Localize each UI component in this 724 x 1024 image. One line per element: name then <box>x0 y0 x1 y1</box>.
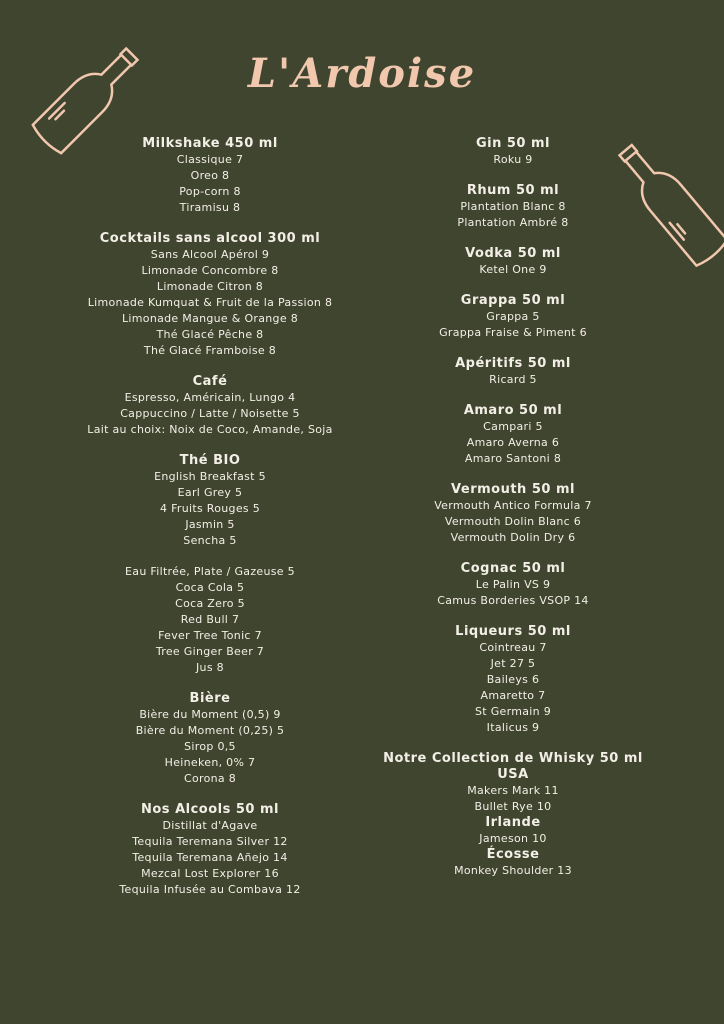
menu-item: Italicus 9 <box>486 721 540 734</box>
menu-item: Fever Tree Tonic 7 <box>158 629 262 642</box>
menu-item: English Breakfast 5 <box>154 470 266 483</box>
menu-item: Classique 7 <box>176 153 244 166</box>
menu-item: Bière du Moment (0,25) 5 <box>135 724 285 737</box>
menu-section <box>60 374 360 438</box>
menu-item: Tiramisu 8 <box>179 201 241 214</box>
menu-item: Eau Filtrée, Plate / Gazeuse 5 <box>125 565 295 578</box>
menu-item: Vermouth Antico Formula 7 <box>434 499 592 512</box>
menu-item: Jasmin 5 <box>185 518 235 531</box>
menu-item: Ketel One 9 <box>479 263 547 276</box>
menu-section <box>350 356 676 388</box>
menu-section <box>350 293 676 341</box>
menu-section <box>350 246 676 278</box>
section-heading: Liqueurs 50 ml <box>455 624 571 639</box>
section-heading: Nos Alcools 50 ml <box>141 802 279 817</box>
menu-item: Monkey Shoulder 13 <box>454 864 572 877</box>
menu-section <box>350 751 676 767</box>
menu-section <box>60 564 360 676</box>
menu-title: L'Ardoise <box>247 50 477 97</box>
section-heading: Apéritifs 50 ml <box>455 356 571 371</box>
menu-section <box>60 136 360 216</box>
menu-item: Mezcal Lost Explorer 16 <box>141 867 279 880</box>
section-heading: Rhum 50 ml <box>466 183 560 198</box>
section-heading: Amaro 50 ml <box>463 403 563 418</box>
menu-item: Oreo 8 <box>190 169 230 182</box>
section-heading: Notre Collection de Whisky 50 ml <box>383 751 643 766</box>
section-heading: Gin 50 ml <box>475 136 551 151</box>
menu-section <box>350 561 676 609</box>
section-heading: Écosse <box>486 847 540 862</box>
menu-item: Sirop 0,5 <box>184 740 236 753</box>
menu-section <box>350 403 676 467</box>
menu-item: Corona 8 <box>183 772 237 785</box>
menu-section <box>60 231 360 359</box>
section-heading: Grappa 50 ml <box>460 293 566 308</box>
menu-item: Vermouth Dolin Blanc 6 <box>444 515 582 528</box>
menu-item: Limonade Concombre 8 <box>141 264 279 277</box>
menu-item: Tequila Teremana Silver 12 <box>132 835 288 848</box>
section-heading: Bière <box>189 691 231 706</box>
menu-section <box>60 453 360 549</box>
menu-section <box>350 482 676 546</box>
menu-item: Limonade Mangue & Orange 8 <box>121 312 299 325</box>
menu-item: Vermouth Dolin Dry 6 <box>450 531 576 544</box>
menu-item: Limonade Citron 8 <box>156 280 264 293</box>
menu-item: Baileys 6 <box>486 673 540 686</box>
menu-item: Limonade Kumquat & Fruit de la Passion 8 <box>87 296 333 309</box>
menu-item: Jus 8 <box>196 661 224 674</box>
menu-item: Campari 5 <box>483 420 543 433</box>
menu-item: Ricard 5 <box>489 373 537 386</box>
section-heading: Milkshake 450 ml <box>142 136 278 151</box>
menu-item: Coca Cola 5 <box>175 581 245 594</box>
menu-item: Thé Glacé Pêche 8 <box>156 328 264 341</box>
menu-item: Makers Mark 11 <box>467 784 559 797</box>
menu-item: Sencha 5 <box>183 534 237 547</box>
menu-section <box>60 802 360 898</box>
menu-item: Earl Grey 5 <box>177 486 243 499</box>
section-heading: Vermouth 50 ml <box>451 482 575 497</box>
section-heading: Café <box>192 374 228 389</box>
menu-item: Thé Glacé Framboise 8 <box>143 344 277 357</box>
section-heading: USA <box>497 767 529 782</box>
menu-section <box>350 624 676 736</box>
menu-item: Lait au choix: Noix de Coco, Amande, Soja <box>87 423 333 436</box>
menu-item: Camus Borderies VSOP 14 <box>437 594 589 607</box>
section-heading: Thé BIO <box>179 453 241 468</box>
menu-item: Roku 9 <box>493 153 533 166</box>
menu-item: Amaro Santoni 8 <box>464 452 562 465</box>
menu-item: Tequila Teremana Añejo 14 <box>132 851 288 864</box>
menu-section <box>350 136 676 168</box>
section-heading: Cocktails sans alcool 300 ml <box>99 231 321 246</box>
menu-item: Bullet Rye 10 <box>474 800 552 813</box>
menu-item: Sans Alcool Apérol 9 <box>150 248 270 261</box>
menu-item: Grappa Fraise & Piment 6 <box>439 326 587 339</box>
menu-item: Heineken, 0% 7 <box>164 756 256 769</box>
section-heading: Vodka 50 ml <box>465 246 561 261</box>
menu-item: Jameson 10 <box>479 832 547 845</box>
menu-item: Bière du Moment (0,5) 9 <box>139 708 281 721</box>
menu-section <box>350 847 676 879</box>
menu-item: Distillat d'Agave <box>162 819 258 832</box>
menu-item: Tequila Infusée au Combava 12 <box>119 883 301 896</box>
menu-item: Jet 27 5 <box>490 657 536 670</box>
menu-item: Coca Zero 5 <box>175 597 245 610</box>
menu-item: 4 Fruits Rouges 5 <box>159 502 261 515</box>
menu-item: St Germain 9 <box>475 705 551 718</box>
menu-section <box>60 691 360 787</box>
right-column <box>350 136 676 879</box>
menu-section <box>350 767 676 815</box>
menu-item: Plantation Blanc 8 <box>460 200 566 213</box>
menu-item: Tree Ginger Beer 7 <box>155 645 265 658</box>
menu-item: Red Bull 7 <box>180 613 240 626</box>
menu-item: Cointreau 7 <box>479 641 547 654</box>
menu-item: Cappuccino / Latte / Noisette 5 <box>120 407 300 420</box>
left-column <box>60 136 360 913</box>
section-heading: Irlande <box>485 815 541 830</box>
menu-section <box>350 815 676 847</box>
section-heading: Cognac 50 ml <box>460 561 566 576</box>
menu-item: Espresso, Américain, Lungo 4 <box>124 391 296 404</box>
menu-item: Plantation Ambré 8 <box>457 216 569 229</box>
menu-item: Le Palin VS 9 <box>475 578 551 591</box>
menu-item: Pop-corn 8 <box>179 185 241 198</box>
menu-item: Amaretto 7 <box>480 689 546 702</box>
menu-section <box>350 183 676 231</box>
menu-item: Grappa 5 <box>486 310 540 323</box>
menu-item: Amaro Averna 6 <box>466 436 560 449</box>
